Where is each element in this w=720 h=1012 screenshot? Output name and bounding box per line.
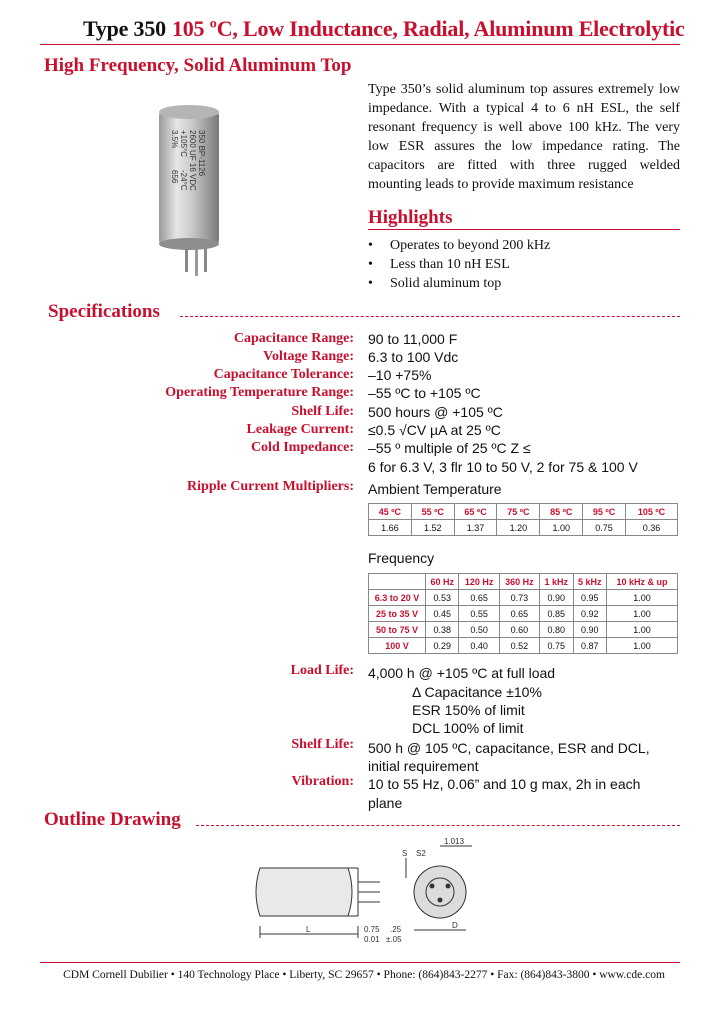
ambient-header: 65 ºC [454,504,497,520]
outline-drawing [240,838,500,950]
specifications-rule [180,316,680,317]
spec-label: Voltage Range: [263,349,354,364]
dim-label: 1.013 [444,838,465,846]
footer: CDM Cornell Dubilier • 140 Technology Place • Liberty, SC 29657 • Phone: (864)843-2277 • Fax: (864)843-3800 • www.cde.com [63,969,665,981]
table-cell: 0.38 [426,622,459,638]
load-life-line: DCL 100% of limit [412,720,524,736]
frequency-table [368,573,678,654]
spec-label: Cold Impedance: [250,440,354,455]
table-cell: 0.80 [540,622,573,638]
freq-header: 360 Hz [499,574,539,590]
table-row [369,622,678,638]
shelf-life-line: initial requirement [368,758,479,774]
table-cell: 1.00 [606,622,677,638]
freq-header: 60 Hz [426,574,459,590]
voltage-row-label: 50 to 75 V [369,622,426,638]
list-item: • Less than 10 nH ESL [368,255,550,274]
photo-print-6: 656 [170,170,179,184]
voltage-row-label: 100 V [369,638,426,654]
table-cell: 0.95 [573,590,606,606]
table-row [369,574,678,590]
capacitor-base [159,238,219,250]
table-cell: 0.52 [499,638,539,654]
table-cell: 0.90 [573,622,606,638]
outline-rule [196,825,680,826]
dim-label: 0.01 [364,935,380,944]
spec-label: Operating Temperature Range: [165,385,354,400]
capacitor-end-view [414,866,466,918]
ambient-header: 95 ºC [583,504,626,520]
spec-value-cont: 6 for 6.3 V, 3 flr 10 to 50 V, 2 for 75 & 100 V [368,459,638,475]
title-rule [40,44,680,45]
photo-print-3: +105°C [179,130,188,157]
ambient-table [368,503,678,536]
load-life-line: ESR 150% of limit [412,702,525,718]
specifications-heading: Specifications [48,301,160,322]
ambient-value: 0.36 [625,520,677,536]
freq-header: 1 kHz [540,574,573,590]
ambient-header: 85 ºC [540,504,583,520]
table-cell: 0.92 [573,606,606,622]
photo-print-5: 3.5% [170,130,179,149]
lead-dot [430,884,434,888]
table-cell: 1.00 [606,590,677,606]
spec-label: Shelf Life: [291,404,354,419]
ambient-header: 105 ºC [625,504,677,520]
table-cell: 0.65 [499,606,539,622]
ambient-value: 0.75 [583,520,626,536]
photo-print-1: 350 BP-1126 [197,130,206,177]
table-cell: 0.40 [459,638,499,654]
photo-print-2: 2600 UF 16 VDC [188,130,197,191]
table-cell: 0.85 [540,606,573,622]
shelf-life-line: 500 h @ 105 ºC, capacitance, ESR and DCL, [368,740,650,756]
spec-label: Leakage Current: [246,422,354,437]
table-row [369,606,678,622]
ambient-label: Ambient Temperature [368,481,502,497]
spec-label: Capacitance Tolerance: [213,367,354,382]
lead-dot [438,898,442,902]
table-cell: 0.73 [499,590,539,606]
table-row [369,590,678,606]
highlights-list [368,236,550,293]
table-cell: 0.55 [459,606,499,622]
load-life-label: Load Life: [290,663,354,678]
table-cell: 0.45 [426,606,459,622]
table-row [369,504,678,520]
ambient-value: 1.66 [369,520,412,536]
ambient-header: 55 ºC [411,504,454,520]
highlights-rule [368,229,680,230]
corner-cell [369,574,426,590]
list-item: • Solid aluminum top [368,274,550,293]
dim-label: S2 [416,849,426,858]
photo-print-4: -24°C [179,170,188,191]
dim-label: D [452,921,458,930]
dim-label: ±.05 [386,935,402,944]
load-life-line: Δ Capacitance ±10% [412,684,542,700]
spec-label: Capacitance Range: [233,331,354,346]
table-cell: 0.53 [426,590,459,606]
spec-value: –55 º multiple of 25 ºC Z ≤ [368,440,531,456]
vibration-label: Vibration: [291,774,354,789]
spec-value: 90 to 11,000 F [368,331,458,347]
table-cell: 0.50 [459,622,499,638]
spec-value: –10 +75% [368,367,432,383]
spec-value: 6.3 to 100 Vdc [368,349,459,365]
ambient-value: 1.20 [497,520,540,536]
frequency-label: Frequency [368,550,435,566]
table-cell: 1.00 [606,606,677,622]
table-row [369,638,678,654]
list-item: • Operates to beyond 200 kHz [368,236,550,255]
dim-label: .25 [390,925,402,934]
freq-header: 120 Hz [459,574,499,590]
freq-header: 5 kHz [573,574,606,590]
table-cell: 0.87 [573,638,606,654]
ambient-header: 45 ºC [369,504,412,520]
table-cell: 1.00 [606,638,677,654]
title-text: 105 ºC, Low Inductance, Radial, Aluminum Electrolytic [171,16,685,41]
dim-label: L [306,925,311,934]
type-label: Type 350 [83,16,166,41]
outline-heading: Outline Drawing [44,809,181,830]
spec-value: –55 ºC to +105 ºC [368,385,481,401]
capacitor-side-view [256,868,352,916]
capacitor-photo [145,100,235,280]
footer-rule [40,962,680,963]
freq-header: 10 kHz & up [606,574,677,590]
ambient-value: 1.00 [540,520,583,536]
capacitor-top [159,105,219,119]
intro-paragraph: Type 350’s solid aluminum top assures extremely low impedance. With a typical 4 to 6 nH ESL, the self resonant frequency is well above 100 kHz. The very low ESR assures the low impedance rating. The capacitors are fitted with three rugged welded mounting leads to provide maximum resistance [368,82,680,192]
vibration-line: 10 to 55 Hz, 0.06” and 10 g max, 2h in each [368,776,641,792]
dim-label: S [402,849,408,858]
table-row [369,520,678,536]
highlights-heading: Highlights [368,207,453,228]
spec-value: 500 hours @ +105 ºC [368,404,503,420]
lead-dot [446,884,450,888]
table-cell: 0.90 [540,590,573,606]
ambient-value: 1.52 [411,520,454,536]
table-cell: 0.60 [499,622,539,638]
page-title [83,16,685,42]
table-cell: 0.65 [459,590,499,606]
voltage-row-label: 25 to 35 V [369,606,426,622]
table-cell: 0.29 [426,638,459,654]
subtitle: High Frequency, Solid Aluminum Top [44,55,352,76]
ambient-header: 75 ºC [497,504,540,520]
spec-value: ≤0.5 √CV µA at 25 ºC [368,422,501,438]
table-cell: 0.75 [540,638,573,654]
ambient-value: 1.37 [454,520,497,536]
dim-label: 0.75 [364,925,380,934]
voltage-row-label: 6.3 to 20 V [369,590,426,606]
vibration-line: plane [368,795,403,811]
ripple-label: Ripple Current Multipliers: [187,479,354,494]
shelf-life-label: Shelf Life: [291,737,354,752]
load-life-line: 4,000 h @ +105 ºC at full load [368,665,556,681]
